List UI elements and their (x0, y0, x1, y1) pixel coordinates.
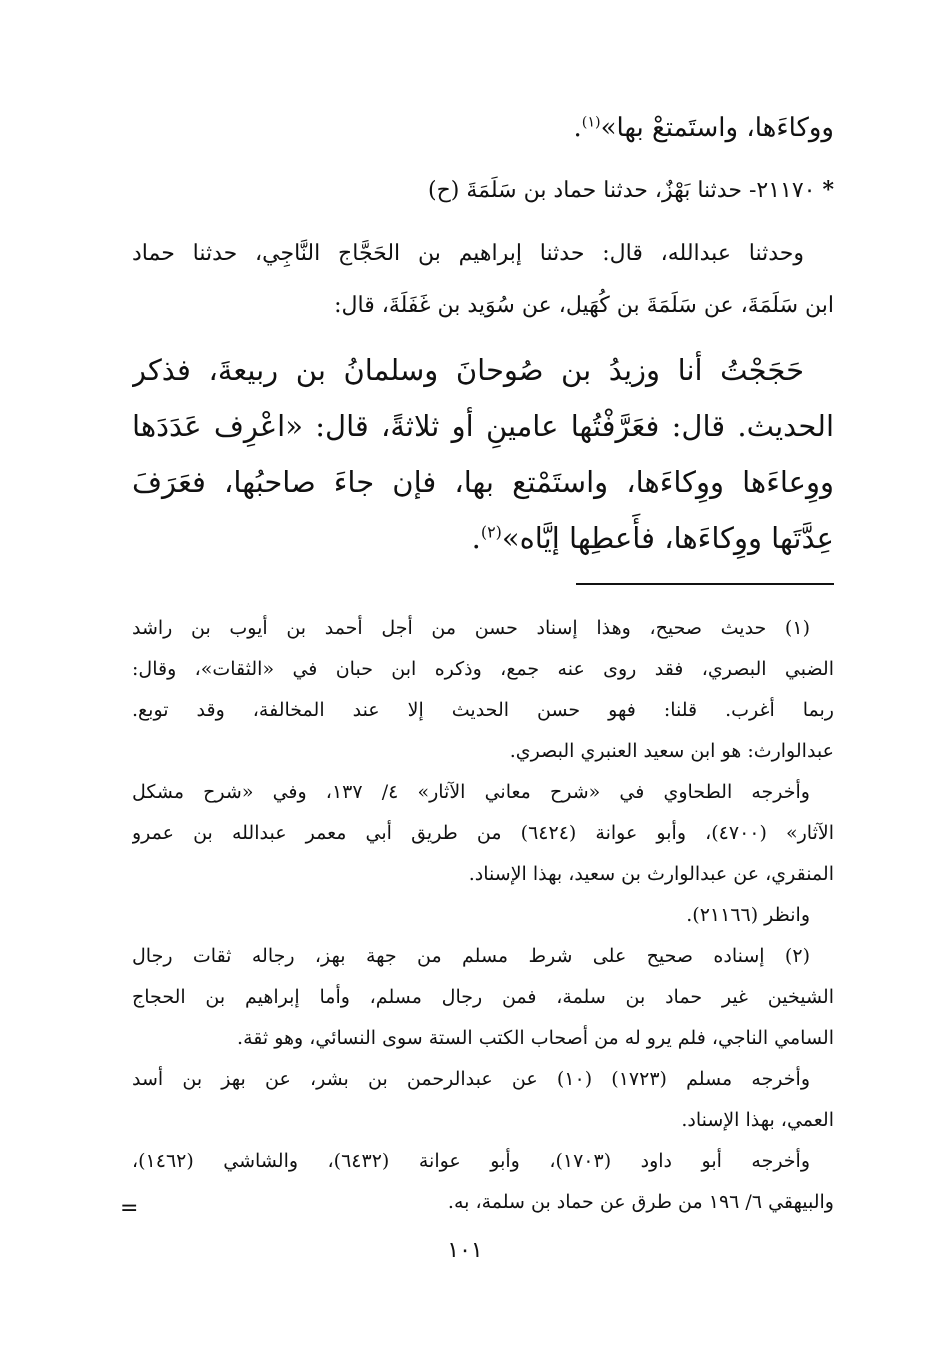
footnote-line: ربما أغرب. قلنا: فهو حسن الحديث إلا عند المخالفة، وقد توبع. (132, 699, 834, 721)
text-line: ووكاءَها، واستَمتعْ بها»$^{(١)}$. (573, 113, 834, 143)
footnote-line: السامي الناجي، فلم يرو له من أصحاب الكتب الستة سوى النسائي، وهو ثقة. (237, 1027, 834, 1049)
footnote-ref-1: (١) (581, 114, 601, 131)
hadith-text (132, 342, 834, 566)
text-line: حَجَجْتُ أنا وزيدُ بن صُوحانَ وسلمانُ بن ربيعةَ، فذكر (132, 353, 804, 387)
isnad-paragraph (132, 228, 834, 332)
footnote-line: (١) حديث صحيح، وهذا إسناد حسن من أجل أحمد بن أيوب بن راشد (132, 617, 810, 639)
footnote-ref-2: (٢) (480, 522, 502, 542)
footnote-line: العمي، بهذا الإسناد. (681, 1109, 834, 1131)
star-icon: * (822, 177, 834, 203)
footnote-line: الشيخين غير حماد بن سلمة، فمن رجال مسلم، وأما إبراهيم بن الحجاج (132, 986, 834, 1008)
page-number: ١٠١ (447, 1238, 483, 1263)
footnote-line: الضبي البصري، فقد روى عنه جمع، وذكره ابن حبان في «الثقات»، وقال: (132, 658, 834, 680)
footnote-line: الآثار» (٤٧٠٠)، وأبو عوانة (٦٤٢٤) من طريق أبي معمر عبدالله بن عمرو (132, 822, 834, 844)
footnote-line: وأخرجه أبو داود (١٧٠٣)، وأبو عوانة (٦٤٣٢)، والشاشي (١٤٦٢)، (132, 1150, 811, 1172)
text-line: ووِعاءَها ووِكاءَها، واستَمْتع بها، فإن جاءَ صاحبُها، فعَرَفَ (132, 465, 834, 499)
text-line: وحدثنا عبدالله، قال: حدثنا إبراهيم بن الحَجَّاج النَّاجِي، حدثنا حماد (132, 241, 804, 266)
footnote-line: عبدالوارث: هو ابن سعيد العنبري البصري. (509, 740, 834, 762)
footnote-line: المنقري، عن عبدالوارث بن سعيد، بهذا الإسناد. (468, 863, 834, 885)
footnote-line: وأخرجه مسلم (١٧٢٣) (١٠) عن عبدالرحمن بن بشر، عن بهز بن أسد (132, 1068, 810, 1090)
continuation-mark: = (120, 1196, 139, 1221)
footnote-line: والبيهقي ٦/ ١٩٦ من طرق عن حماد بن سلمة، به. (447, 1191, 834, 1213)
footnote-line: وانظر (٢١١٦٦). (686, 904, 810, 926)
hadith-header (132, 164, 834, 217)
previous-hadith-ending (132, 100, 834, 156)
text-line: عِدَّتَها ووِكاءَها، فأَعطِها إيَّاه»$^{(٢)}$. (471, 521, 834, 555)
text-line: * ٢١١٧٠- حدثنا بَهْزٌ، حدثنا حماد بن سَلَمَةَ (ح) (427, 177, 834, 203)
text-line: الحديث. قال: فعَرَّفْتُها عامينِ أو ثلاثةً، قال: «اعْرِف عَدَدَها (132, 409, 834, 443)
footnotes (132, 608, 834, 1223)
footnote-line: وأخرجه الطحاوي في «شرح معاني الآثار» ٤/ ١٣٧، وفي «شرح مشكل (132, 781, 810, 803)
footnote-line: (٢) إسناده صحيح على شرط مسلم من جهة بهز، رجاله ثقات رجال (132, 945, 810, 967)
text-line: ابن سَلَمَةَ، عن سَلَمَةَ بن كُهَيل، عن سُوَيد بن غَفَلَةَ، قال: (334, 293, 834, 318)
footnote-separator (576, 583, 834, 585)
